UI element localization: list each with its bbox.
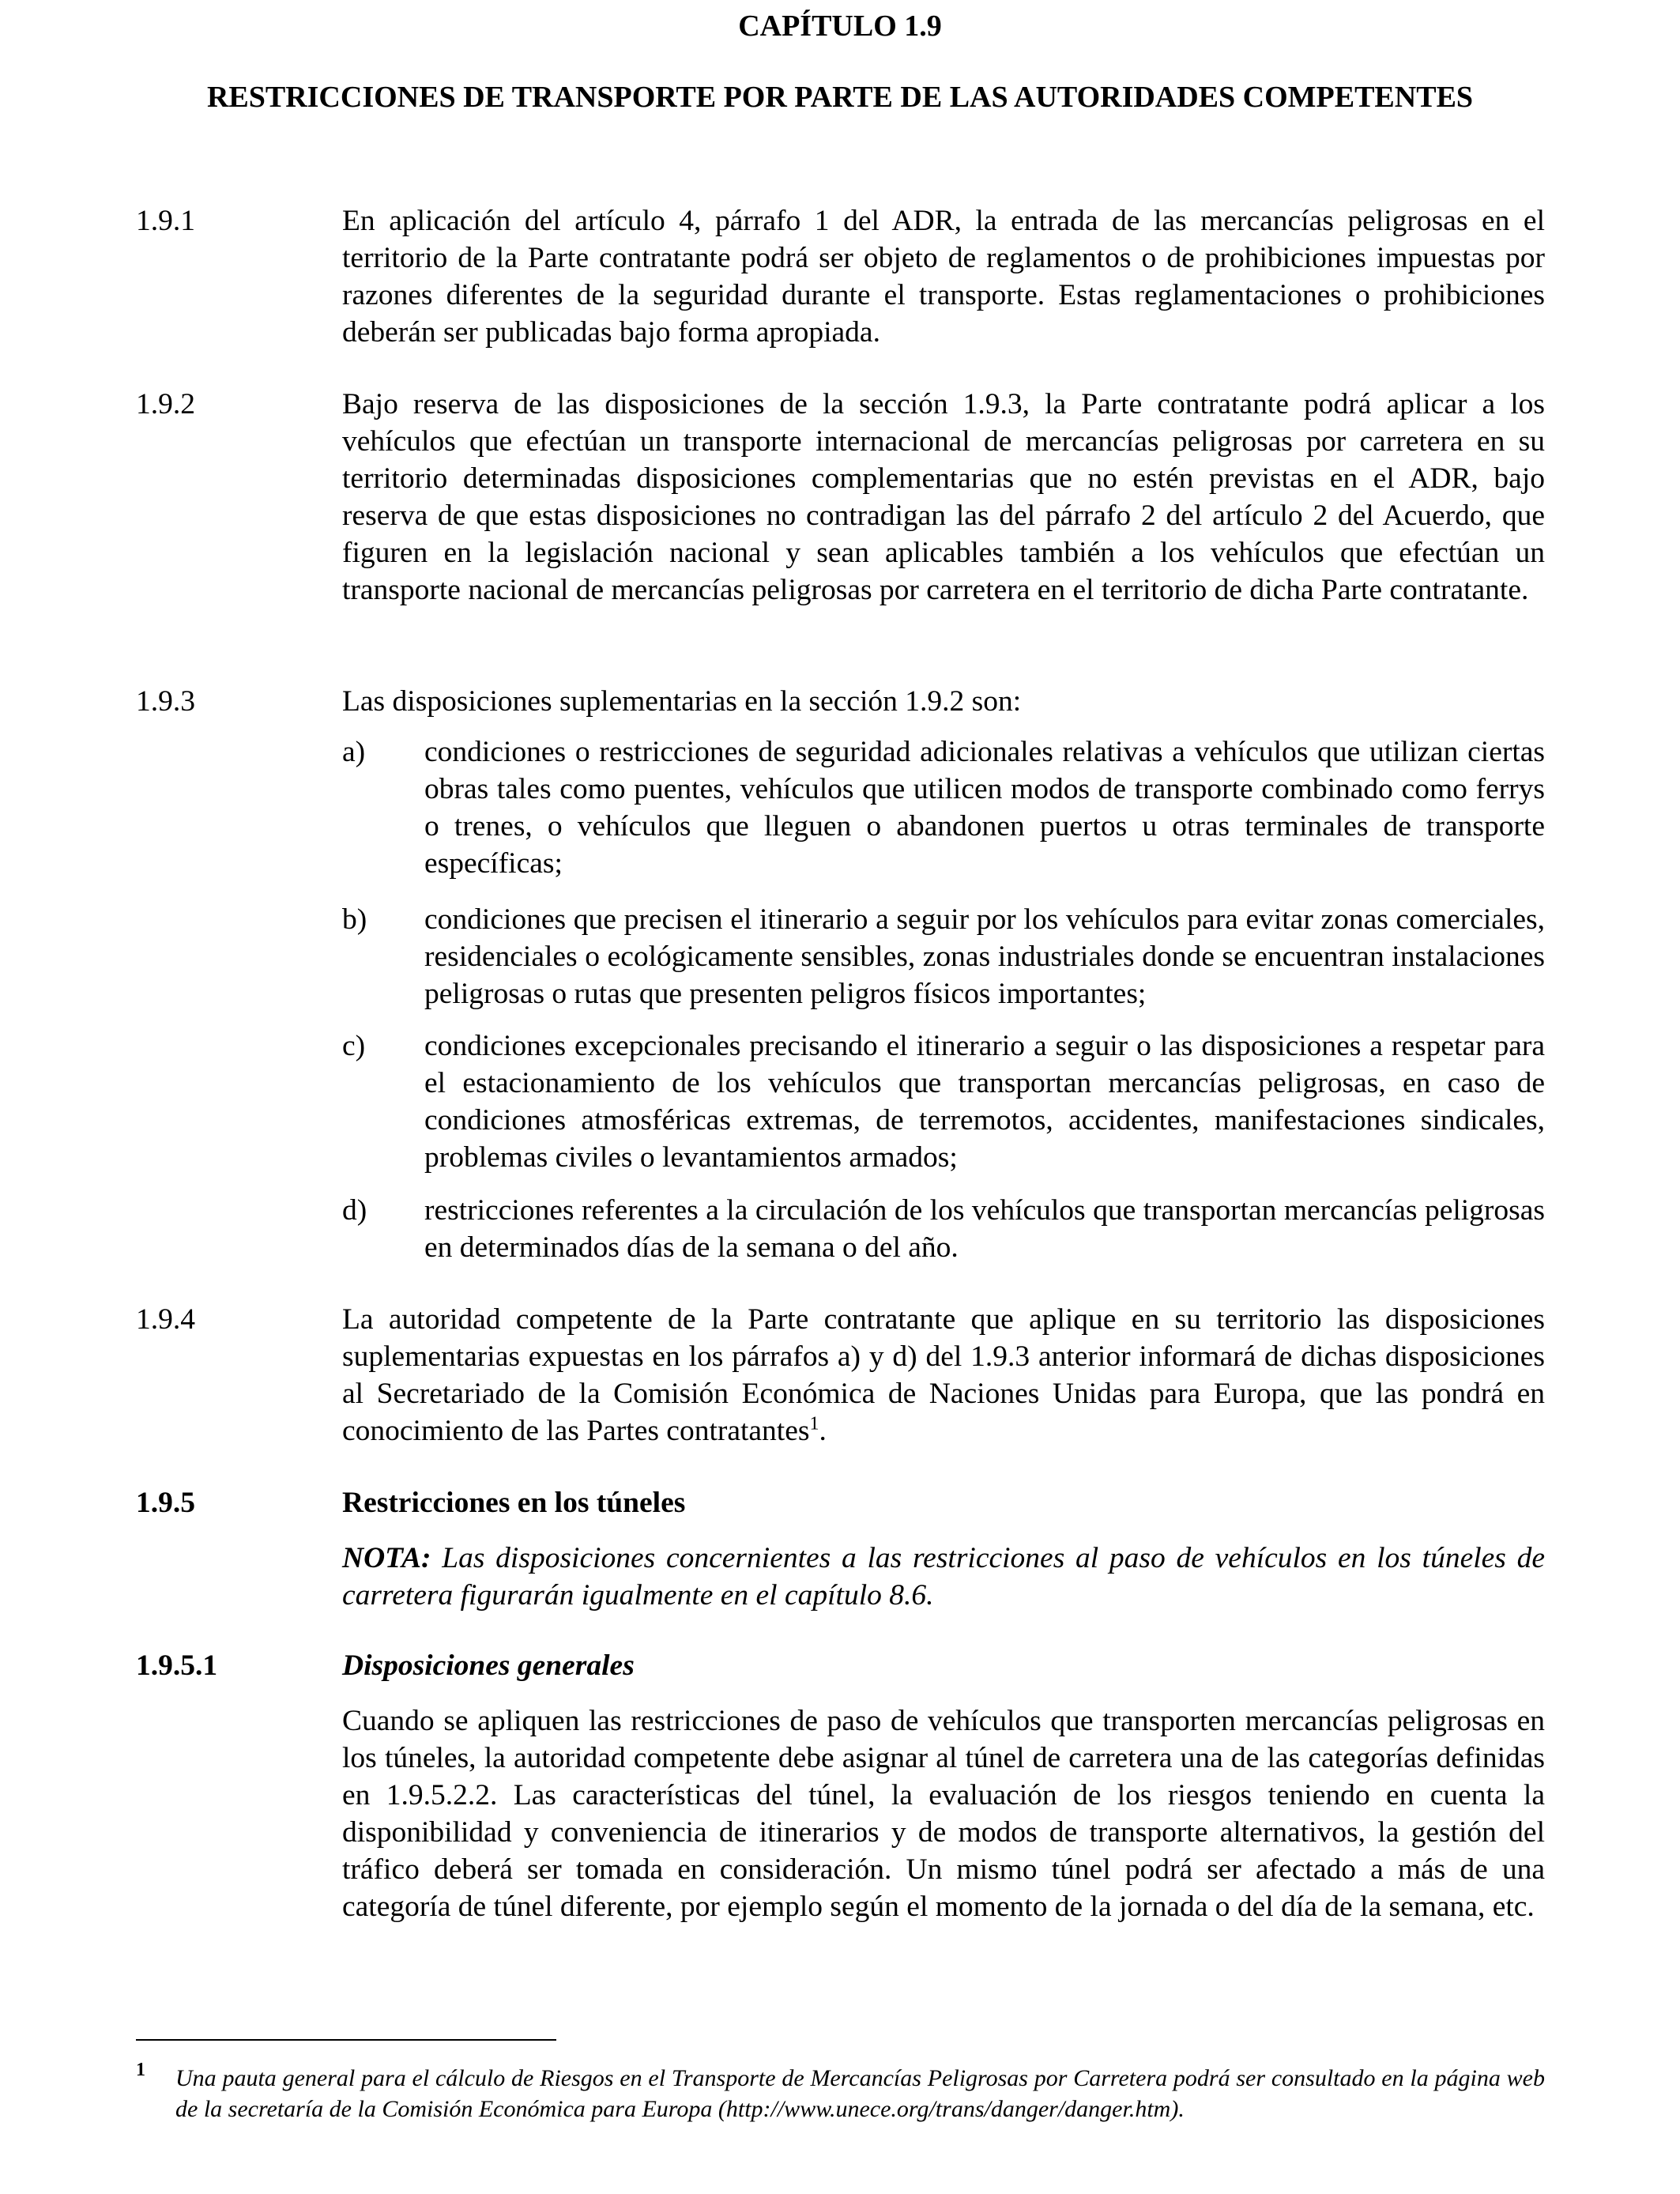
footnote-reference: 1 bbox=[809, 1413, 819, 1434]
section-number: 1.9.2 bbox=[136, 388, 195, 420]
note-label: NOTA: bbox=[342, 1542, 431, 1574]
chapter-subtitle: RESTRICCIONES DE TRANSPORTE POR PARTE DE LAS AUTORIDADES COMPETENTES bbox=[206, 81, 1474, 114]
section-intro: Las disposiciones suplementarias en la sección 1.9.2 son: bbox=[342, 685, 1022, 718]
section-text-end: . bbox=[819, 1415, 827, 1447]
list-item-label: d) bbox=[342, 1194, 367, 1227]
section-text: Cuando se apliquen las restricciones de paso de vehículos que transporten mercancías peligrosas en los túneles, la autoridad competente debe asignar al túnel de carretera una de las categorías definidas en 1.9.5.2.2. Las características del túnel, la evaluación de los riesgos teniendo en cuenta la disponibilidad y conveniencia de itinerarios y de modos de transporte alternativos, la gestión del tráfico deberá ser tomada en consideración. Un mismo túnel podrá ser afectado a más de una categoría de túnel diferente, por ejemplo según el momento de la jornada o del día de la semana, etc. bbox=[342, 1705, 1545, 1923]
section-number: 1.9.5 bbox=[136, 1487, 195, 1519]
list-item-text: condiciones o restricciones de seguridad adicionales relativas a vehículos que utilizan ciertas obras tales como puentes, vehículos que utilicen modos de transporte combinado como ferrys o trenes, o vehículos que lleguen o abandonen puertos u otras terminales de transporte específicas; bbox=[424, 736, 1545, 880]
list-item-text: condiciones excepcionales precisando el itinerario a seguir o las disposiciones a respetar para el estacionamiento de los vehículos que transportan mercancías peligrosas, en caso de condiciones atmosféricas extremas, de terremotos, accidentes, manifestaciones sindicales, problemas civiles o levantamientos armados; bbox=[424, 1030, 1545, 1174]
section-text: En aplicación del artículo 4, párrafo 1 del ADR, la entrada de las mercancías peligrosas en el territorio de la Parte contratante podrá ser objeto de reglamentos o de prohibiciones impuestas por razones diferentes de la seguridad durante el transporte. Estas reglamentaciones o prohibiciones deberán ser publicadas bajo forma apropiada. bbox=[342, 205, 1545, 349]
section-heading: Disposiciones generales bbox=[342, 1649, 635, 1682]
footnote-marker: 1 bbox=[136, 2060, 145, 2080]
note-text bbox=[342, 1540, 1545, 1614]
list-item-label: b) bbox=[342, 903, 367, 936]
section-text bbox=[342, 1301, 1545, 1449]
section-text-main: La autoridad competente de la Parte contratante que aplique en su territorio las disposiciones suplementarias expuestas en los párrafos a) y d) del 1.9.3 anterior informará de dichas disposiciones al Secretariado de la Comisión Económica de Naciones Unidas para Europa, que las pondrá en conocimiento de las Partes contratantes bbox=[342, 1303, 1545, 1447]
section-heading: Restricciones en los túneles bbox=[342, 1487, 686, 1519]
list-item-label: a) bbox=[342, 736, 366, 768]
footnote-text: Una pauta general para el cálculo de Riesgos en el Transporte de Mercancías Peligrosas por Carretera podrá ser consultado en la página web de la secretaría de la Comisión Económica para Europa (http://www.unece.org/trans/danger/danger.htm). bbox=[175, 2065, 1545, 2122]
section-number: 1.9.5.1 bbox=[136, 1649, 218, 1682]
section-number: 1.9.3 bbox=[136, 685, 195, 718]
footnote-separator bbox=[136, 2039, 556, 2041]
list-item-text: restricciones referentes a la circulación de los vehículos que transportan mercancías peligrosas en determinados días de la semana o del año. bbox=[424, 1194, 1545, 1264]
note-body: Las disposiciones concernientes a las restricciones al paso de vehículos en los túneles de carretera figurarán igualmente en el capítulo 8.6. bbox=[342, 1542, 1545, 1612]
section-text: Bajo reserva de las disposiciones de la sección 1.9.3, la Parte contratante podrá aplicar a los vehículos que efectúan un transporte internacional de mercancías peligrosas por carretera en su territorio determinadas disposiciones complementarias que no estén previstas en el ADR, bajo reserva de que estas disposiciones no contradigan las del párrafo 2 del artículo 2 del Acuerdo, que figuren en la legislación nacional y sean aplicables también a los vehículos que efectúan un transporte nacional de mercancías peligrosas por carretera en el territorio de dicha Parte contratante. bbox=[342, 388, 1545, 606]
chapter-title: CAPÍTULO 1.9 bbox=[738, 9, 942, 43]
list-item-text: condiciones que precisen el itinerario a seguir por los vehículos para evitar zonas comerciales, residenciales o ecológicamente sensibles, zonas industriales donde se encuentran instalaciones peligrosas o rutas que presenten peligros físicos importantes; bbox=[424, 903, 1545, 1010]
section-number: 1.9.1 bbox=[136, 205, 195, 237]
list-item-label: c) bbox=[342, 1030, 366, 1062]
section-number: 1.9.4 bbox=[136, 1303, 195, 1336]
